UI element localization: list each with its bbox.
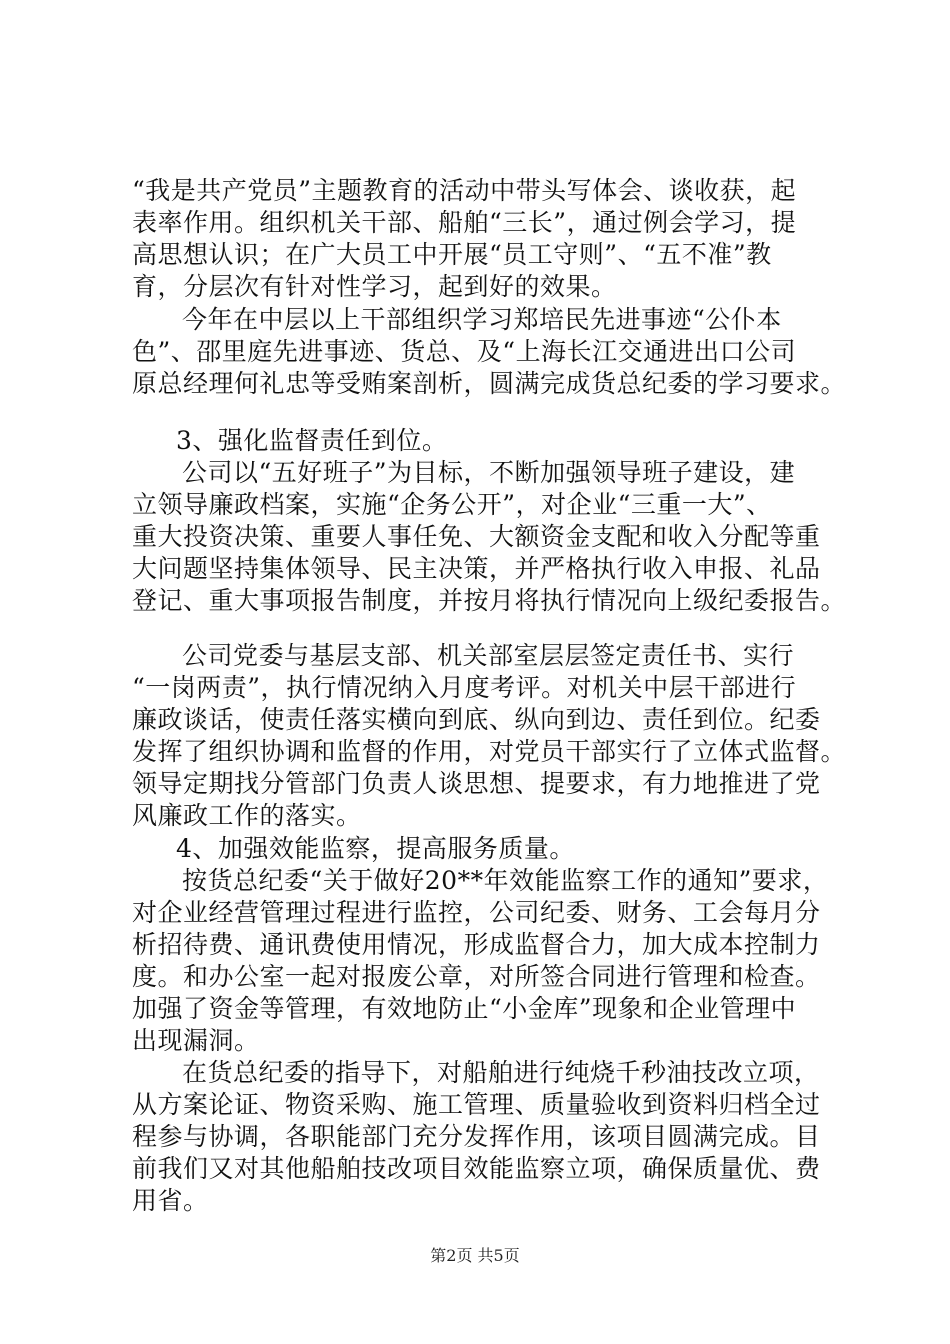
text-line: 公司以“五好班子”为目标，不断加强领导班子建设，建 xyxy=(182,458,796,487)
text-line: 从方案论证、物资采购、施工管理、质量验收到资料归档全过 xyxy=(132,1090,821,1119)
text-line: 对企业经营管理过程进行监控，公司纪委、财务、工会每月分 xyxy=(132,898,821,927)
text-line: 立领导廉政档案，实施“企务公开”，对企业“三重一大”、 xyxy=(132,490,772,519)
text-line: 发挥了组织协调和监督的作用，对党员干部实行了立体式监督。 xyxy=(132,737,847,766)
text-line: 加强了资金等管理，有效地防止“小金库”现象和企业管理中 xyxy=(132,994,797,1023)
section-heading: 3、强化监督责任到位。 xyxy=(176,426,448,455)
text-line: 登记、重大事项报告制度，并按月将执行情况向上级纪委报告。 xyxy=(132,586,847,615)
text-line: 前我们又对其他船舶技改项目效能监察立项，确保质量优、费 xyxy=(132,1154,821,1183)
text-line: 出现漏洞。 xyxy=(132,1026,260,1055)
text-line: 在货总纪委的指导下，对船舶进行纯烧千秒油技改立项， xyxy=(182,1058,820,1087)
text-line: 用省。 xyxy=(132,1186,209,1215)
text-line: 今年在中层以上干部组织学习郑培民先进事迹“公仆本 xyxy=(182,305,782,334)
text-line: 领导定期找分管部门负责人谈思想、提要求，有力地推进了党 xyxy=(132,769,821,798)
text-line: 原总经理何礼忠等受贿案剖析，圆满完成货总纪委的学习要求。 xyxy=(132,369,847,398)
text-line: 廉政谈话，使责任落实横向到底、纵向到边、责任到位。纪委 xyxy=(132,705,821,734)
section-heading: 4、加强效能监察，提高服务质量。 xyxy=(176,834,575,863)
text-line: “我是共产党员”主题教育的活动中带头写体会、谈收获，起 xyxy=(132,176,797,205)
text-line: 程参与协调，各职能部门充分发挥作用，该项目圆满完成。目 xyxy=(132,1122,821,1151)
text-line: 色”、邵里庭先进事迹、货总、及“上海长江交通进出口公司 xyxy=(132,337,797,366)
text-line: “一岗两责”，执行情况纳入月度考评。对机关中层干部进行 xyxy=(132,673,797,702)
text-line: 风廉政工作的落实。 xyxy=(132,801,362,830)
text-line: 高思想认识；在广大员工中开展“员工守则”、“五不准”教 xyxy=(132,240,772,269)
text-line: 度。和办公室一起对报废公章，对所签合同进行管理和检查。 xyxy=(132,962,821,991)
text-line: 按货总纪委“关于做好20**年效能监察工作的通知”要求， xyxy=(182,866,829,895)
text-line: 大问题坚持集体领导、民主决策，并严格执行收入申报、礼品 xyxy=(132,554,821,583)
text-line: 公司党委与基层支部、机关部室层层签定责任书、实行 xyxy=(182,641,795,670)
text-line: 重大投资决策、重要人事任免、大额资金支配和收入分配等重 xyxy=(132,522,821,551)
text-line: 育，分层次有针对性学习，起到好的效果。 xyxy=(132,272,617,301)
text-line: 析招待费、通讯费使用情况，形成监督合力，加大成本控制力 xyxy=(132,930,821,959)
page-number-footer: 第2页 共5页 xyxy=(430,1246,520,1265)
text-line: 表率作用。组织机关干部、船舶“三长”，通过例会学习，提 xyxy=(132,208,797,237)
